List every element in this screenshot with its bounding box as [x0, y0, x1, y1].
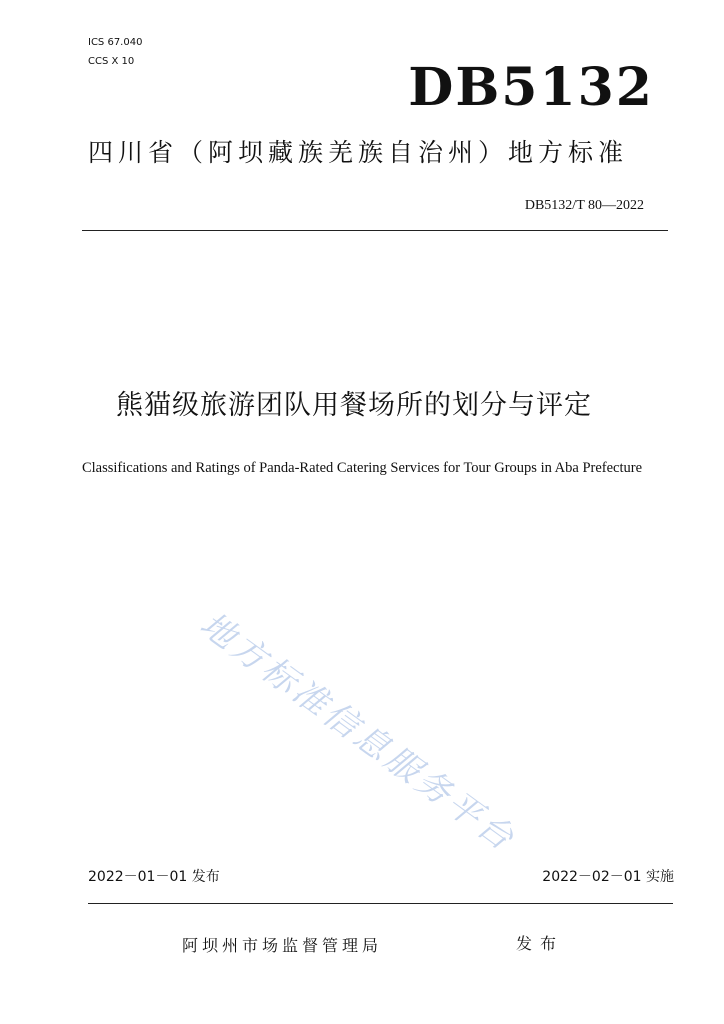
issuer-title: 四川省（阿坝藏族羌族自治州）地方标准	[88, 138, 629, 167]
ccs-code: CCS X 10	[88, 56, 135, 67]
ics-code: ICS 67.040	[88, 37, 143, 48]
standard-number: DB5132/T 80—2022	[524, 198, 644, 213]
bottom-divider	[88, 903, 673, 904]
document-title-en: Classifications and Ratings of Panda-Rated Catering Services for Tour Groups in Aba Prefecture	[81, 460, 643, 476]
watermark: 地方标准信息服务平台	[192, 604, 524, 861]
implement-date: 2022－02－01 实施	[542, 869, 674, 885]
document-title-zh: 熊猫级旅游团队用餐场所的划分与评定	[116, 390, 592, 421]
issuing-authority: 阿坝州市场监督管理局	[182, 936, 383, 955]
publish-date: 2022－01－01 发布	[88, 869, 220, 885]
issue-label: 发布	[516, 934, 565, 953]
standard-code-heading: DB5132	[408, 57, 654, 118]
top-divider	[82, 230, 668, 231]
